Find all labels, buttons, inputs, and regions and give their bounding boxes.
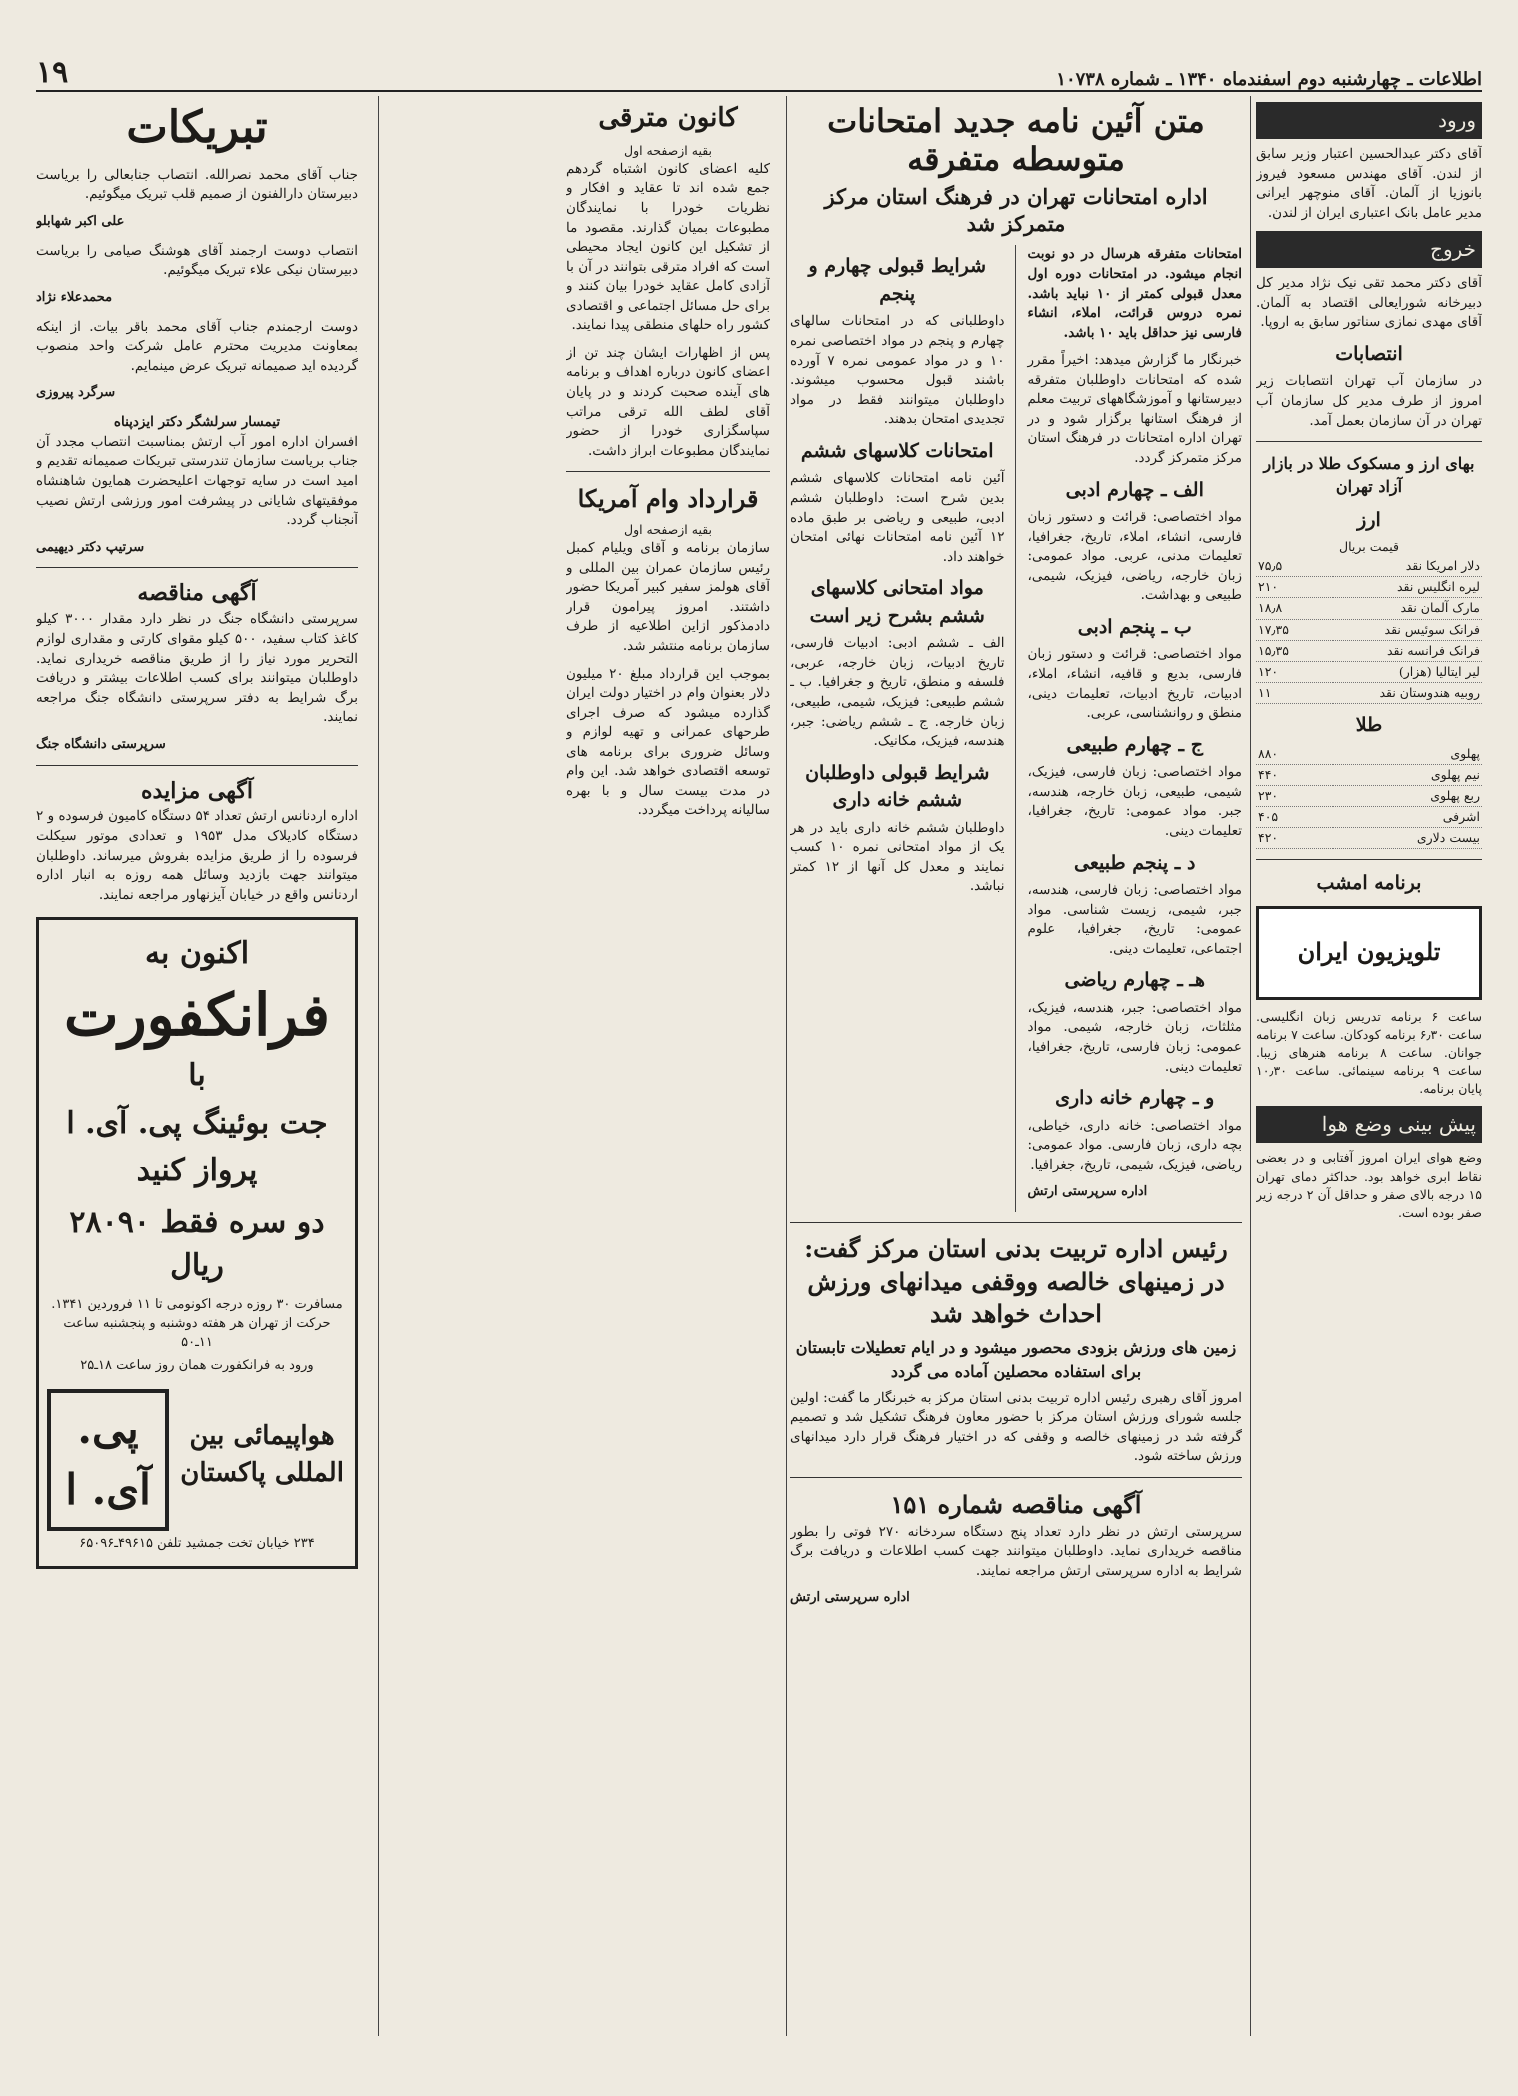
- section1-text: داوطلبانی که در امتحانات سالهای چهارم و پنجم در مواد اختصاصی نمره ۱۰ و در مواد عمومی نمره ۷ آورده باشند قبول محسوب میشوند. داوطلبان میتوانند فقط در مواد تجدیدی امتحان بدهند.: [790, 313, 1005, 428]
- sports-subheadline: زمین های ورزش بزودی محصور میشود و در ایام تعطیلات تابستان برای استفاده محصلین آماده می گردد: [795, 1338, 1237, 1381]
- kanoon-continued: بقیه ازصفحه اول: [623, 142, 713, 158]
- currency-value: ۲۱۰: [1256, 577, 1333, 598]
- gold-value: ۸۸۰: [1256, 744, 1333, 765]
- kanoon-text: کلیه اعضای کانون اشتباه گردهم جمع شده اند تا عقاید و افکار و نظریات خودرا با نمایندگان مطبوعات بمیان گذارند. مقصود ما از تشکیل این کانون ایجاد محیطی است که افراد مترقی بتوانند در آن با آزادی کامل عقاید خودرا بیان کنند و برای حل مسائل اجتماعی و اقتصادی کشور راه حلهای منطقی پیدا نمایند.: [566, 160, 770, 334]
- congrats-2: انتصاب دوست ارجمند آقای هوشنگ صیامی را بریاست دبیرستان نیکی علاء تبریک میگوئیم.: [36, 242, 358, 279]
- tender-title: آگهی مناقصه: [137, 580, 257, 607]
- column-rule: [786, 96, 787, 2036]
- auction-text: اداره اردنانس ارتش تعداد ۵۴ دستگاه کامیون فرسوده و ۲ دستگاه کادیلاک مدل ۱۹۵۳ و تعدادی موتور سیکلت فرسوده را از طریق مزایده بفروش میرساند. داوطلبان میتوانند جهت بازدید وسائل همه روزه به انبار اداره اردنانس واقع در خیابان آیزنهاور مراجعه نمایند.: [36, 808, 358, 903]
- congrats-title: تبریکات: [126, 102, 268, 153]
- congrats-3-signature: سرگرد پیروزی: [36, 385, 116, 401]
- ad-with: با: [188, 1058, 206, 1094]
- column-exams-main: [790, 96, 1242, 2096]
- ad-footer: [47, 1379, 347, 1531]
- gold-name: ربع پهلوی: [1333, 785, 1482, 806]
- tender151-signature: اداره سرپرستی ارتش: [790, 1590, 910, 1606]
- gold-value: ۴۲۰: [1256, 828, 1333, 849]
- section3-text: الف ـ ششم ادبی: ادبیات فارسی، تاریخ ادبیات، زبان خارجه، عربی، فلسفه و منطق، تاریخ و جغرافیا. ب ـ ششم طبیعی: فیزیک، شیمی، طبیعی، زبان خارجه. ج ـ ششم ریاضی: جبر، هندسه، فیزیک، مکانیک.: [790, 635, 1005, 750]
- divider: [566, 471, 770, 472]
- gold-name: اشرفی: [1333, 807, 1482, 828]
- tv-label: تلویزیون ایران: [1297, 937, 1441, 967]
- section1-title: شرایط قبولی چهارم و پنجم: [808, 255, 986, 305]
- currency-row: [1256, 661, 1482, 682]
- rates-title: بهای ارز و مسکوک طلا در بازار آزاد تهران: [1263, 454, 1475, 497]
- exams-signature: اداره سرپرستی ارتش: [1027, 1184, 1148, 1200]
- gold-row: [1256, 828, 1482, 849]
- currency-value: ۱۵٫۳۵: [1256, 640, 1333, 661]
- arrivals-text: آقای دکتر عبدالحسین اعتبار وزیر سابق از لندن. آقای مهندس مسعود فیروز بانوزیا از آلمان. آقای منوچهر ایرانی مدیر عامل بانک اعتباری ایران از لندن.: [1256, 146, 1482, 221]
- currency-name: لیر ایتالیا (هزار): [1333, 661, 1482, 682]
- kanoon-title: کانون مترقی: [598, 103, 738, 133]
- exams-body: خبرنگار ما گزارش میدهد: اخیراً مقرر شده که امتحانات داوطلبان متفرقه دبیرستانها و آموزشگاههای تربیت معلم از فرهنگ استانها برگزار شود و در تهران اداره امتحانات در فرهنگ استان مرکز متمرکز گردد.: [1027, 352, 1242, 466]
- departures-title: خروج: [1256, 231, 1482, 268]
- grade5-title: هـ ـ چهارم ریاضی: [1064, 969, 1205, 992]
- currency-name: لیره انگلیس نقد: [1333, 577, 1482, 598]
- tender-text: سرپرستی دانشگاه جنگ در نظر دارد مقدار ۳۰۰۰ کیلو کاغذ کتاب سفید، ۵۰۰ کیلو مقوای کارتی و مقداری لوازم التحریر مورد نیاز را از طریق مناقصه خریداری نماید. داوطلبان میتوانند برای کسب اطلاعات بیشتر و دریافت برگ شرایط به دفتر سرپرستی دانشگاه جنگ مراجعه نمایند.: [36, 611, 358, 726]
- ad-arrival: ورود به فرانکفورت همان روز ساعت ۱۸ـ۲۵: [80, 1357, 314, 1373]
- gold-row: [1256, 807, 1482, 828]
- currency-name: فرانک فرانسه نقد: [1333, 640, 1482, 661]
- loan-text: سازمان برنامه و آقای ویلیام کمبل رئیس سازمان عمران بین المللی و آقای هولمز سفیر کبیر آمریکا حضور داشتند. امروز پیرامون قرار دادمذکور ازاین اطلاعیه از طرف سازمان برنامه منتشر شد.: [566, 540, 770, 654]
- gold-value: ۲۳۰: [1256, 785, 1333, 806]
- congrats-4: افسران اداره امور آب ارتش بمناسبت انتصاب مجدد آن جناب بریاست سازمان تندرستی تبریکات صمیمانه تقدیم و امید است در سایه توجهات اعلیحضرت همایون شاهنشاه موفقیتهای شایانی در پیشرفت امور ورزشی ارتش نصیب آنجناب گردد.: [36, 433, 358, 529]
- kanoon-text-2: پس از اظهارات ایشان چند تن از اعضای کانون درباره اهداف و برنامه های آینده صحبت کردند و در پایان آقای لطف الله ترقی مراتب سپاسگزاری خودرا از حضور نمایندگان مطبوعات ابراز داشت.: [566, 344, 770, 459]
- currency-value: ۱۱: [1256, 682, 1333, 703]
- currency-unit: قیمت بریال: [1339, 539, 1399, 555]
- grade4-title: د ـ پنجم طبیعی: [1074, 851, 1196, 874]
- grade3-title: ج ـ چهارم طبیعی: [1066, 733, 1203, 756]
- masthead-line: اطلاعات ـ چهارشنبه دوم اسفندماه ۱۳۴۰ ـ شماره ۱۰۷۳۸: [1056, 69, 1482, 90]
- currency-value: ۱۷٫۳۵: [1256, 619, 1333, 640]
- currency-row: [1256, 682, 1482, 703]
- gold-name: پهلوی: [1333, 744, 1482, 765]
- congrats-4-title: تیمسار سرلشگر دکتر ایزدپناه: [113, 414, 281, 431]
- grade2-title: ب ـ پنجم ادبی: [1077, 615, 1192, 638]
- sports-headline: رئیس اداره تربیت بدنی استان مرکز گفت: در زمینهای خالصه ووقفی میدانهای ورزش احداث خواهد شد: [804, 1234, 1228, 1328]
- section3-title: مواد امتحانی کلاسهای ششم بشرح زیر است: [809, 577, 985, 627]
- exams-left: [790, 245, 1016, 1212]
- currency-row: [1256, 640, 1482, 661]
- congrats-3: دوست ارجمندم جناب آقای محمد باقر بیات. از اینکه بمعاونت مدیریت محترم عامل شرکت واحد منصوب گردیده اید صمیمانه تبریک عرض مینمایم.: [36, 318, 358, 374]
- gold-row: [1256, 764, 1482, 785]
- ad-address: ۲۳۴ خیابان تخت جمشید تلفن ۴۹۶۱۵ـ۶۵۰۹۶: [79, 1536, 315, 1552]
- tv-program: ساعت ۶ برنامه تدریس زبان انگلیسی. ساعت ۶٫۳۰ برنامه کودکان. ساعت ۷ برنامه جوانان. ساعت ۸ برنامه هنرهای زیبا. ساعت ۹ برنامه سینمائی. ساعت ۱۰٫۳۰ پایان برنامه.: [1256, 1008, 1482, 1097]
- section2-title: امتحانات کلاسهای ششم: [800, 439, 994, 462]
- auction-title: آگهی مزایده: [141, 777, 253, 804]
- appointments-title: انتصابات: [1335, 342, 1403, 365]
- arrivals-title: ورود: [1256, 102, 1482, 139]
- divider: [36, 567, 358, 568]
- ad-details: مسافرت ۳۰ روزه درجه اکونومی تا ۱۱ فروردین ۱۳۴۱. حرکت از تهران هر هفته دوشنبه و پنجشنبه ساعت ۱۱ـ۵۰: [51, 1296, 343, 1350]
- loan-continued: بقیه ازصفحه اول: [623, 522, 713, 538]
- column-rule: [1250, 96, 1251, 2036]
- currency-row: [1256, 556, 1482, 577]
- column-arrivals-rates: [1256, 96, 1482, 2036]
- gold-name: نیم پهلوی: [1333, 764, 1482, 785]
- appointments-text: در سازمان آب تهران انتصابات زیر امروز از طرف مدیر کل سازمان آب تهران در آن سازمان بعمل آمد.: [1256, 373, 1482, 429]
- currency-value: ۷۵٫۵: [1256, 556, 1333, 577]
- ad-price: دو سره فقط ۲۸۰۹۰ ریال: [69, 1204, 325, 1284]
- gold-name: بیست دلاری: [1333, 828, 1482, 849]
- gold-row: [1256, 785, 1482, 806]
- currency-title: ارز: [1357, 508, 1381, 531]
- currency-name: روبیه هندوستان نقد: [1333, 682, 1482, 703]
- sports-text: امروز آقای رهبری رئیس اداره تربیت بدنی استان مرکز به خبرنگار ما گفت: اولین جلسه شورای ورزش استان مرکز با حضور معاون فرهنگ تشکیل شد و تصمیم گرفته شد در زمینهای خالصه و وقفی که در اختیار فرهنگ قرار دارد میدانهای ورزش ساخته شود.: [790, 1389, 1242, 1465]
- weather-text: وضع هوای ایران امروز آفتابی و در بعضی نقاط ابری خواهد بود. حداکثر دمای تهران ۱۵ درجه بالای صفر و حداقل آن ۲ درجه زیر صفر بوده است.: [1256, 1150, 1482, 1220]
- currency-name: فرانک سوئیس نقد: [1333, 619, 1482, 640]
- loan-title: قرارداد وام آمریکا: [577, 484, 759, 514]
- loan-text-2: بموجب این قرارداد مبلغ ۲۰ میلیون دلار بعنوان وام در اختیار دولت ایران گذارده میشود که صرف اجرای طرحهای عمرانی و تهیه لوازم و وسائل ضروری برای برنامه های توسعه اقتصادی خواهد شد. این وام در مدت بیست سال و با بهره سالیانه پرداخت میگردد.: [566, 665, 770, 819]
- gold-title: طلا: [1355, 714, 1383, 737]
- column-rule: [378, 96, 379, 2036]
- congrats-1-signature: علی اکبر شهابلو: [36, 213, 125, 229]
- masthead: [36, 52, 1482, 92]
- congrats-1: جناب آقای محمد نصرالله. انتصاب جنابعالی را بریاست دبیرستان دارالفنون از صمیم قلب تبریک میگوئیم.: [36, 166, 358, 203]
- main-headline: متن آئین نامه جدید امتحانات متوسطه متفرقه: [827, 102, 1205, 179]
- divider: [1256, 859, 1482, 860]
- currency-name: مارک آلمان نقد: [1333, 598, 1482, 619]
- divider: [36, 765, 358, 766]
- ad-plane: جت بوئینگ پی. آی. ا: [66, 1105, 328, 1141]
- grade3-text: مواد اختصاصی: زبان فارسی، فیزیک، شیمی، طبیعی، زبان خارجه، هندسه، جبر. مواد عمومی: تاریخ، جغرافیا، تعلیمات دینی.: [1027, 764, 1242, 839]
- congrats-2-signature: محمدعلاء نژاد: [36, 289, 113, 305]
- gold-value: ۴۴۰: [1256, 764, 1333, 785]
- ad-airline: هواپیمائی بین المللی پاکستان: [180, 1420, 344, 1489]
- currency-name: دلار امریکا نقد: [1333, 556, 1482, 577]
- grade6-title: و ـ چهارم خانه داری: [1055, 1087, 1215, 1110]
- gold-table: [1256, 744, 1482, 850]
- tonight-title: برنامه امشب: [1316, 872, 1422, 895]
- grade1-text: مواد اختصاصی: قرائت و دستور زبان فارسی، انشاء، املاء، تاریخ، جغرافیا، تعلیمات مدنی، عربی. مواد عمومی: زبان خارجه، ریاضی، فیزیک، شیمی، طبیعی و بهداشت.: [1027, 509, 1242, 604]
- pia-advertisement: [36, 917, 358, 1569]
- sub-headline: اداره امتحانات تهران در فرهنگ استان مرکز متمرکز شد: [824, 183, 1208, 237]
- section4-title: شرایط قبولی داوطلبان ششم خانه داری: [805, 761, 990, 812]
- exams-two-col: [790, 245, 1242, 1212]
- section4-text: داوطلبان ششم خانه داری باید در هر یک از مواد امتحانی نمره ۱۰ کسب نمایند و معدل کل آنها از ۱۲ کمتر نباشد.: [790, 819, 1005, 895]
- page-number: ۱۹: [36, 55, 69, 90]
- currency-value: ۱۸٫۸: [1256, 598, 1333, 619]
- column-kanoon-loan: [566, 96, 770, 2036]
- divider: [790, 1222, 1242, 1223]
- currency-table: [1256, 556, 1482, 704]
- ad-city: فرانکفورت: [64, 980, 330, 1049]
- grade4-text: مواد اختصاصی: زبان فارسی، هندسه، جبر، شیمی، زیست شناسی. مواد عمومی: تاریخ، جغرافیا، علوم اجتماعی، تعلیمات دینی.: [1027, 882, 1242, 957]
- currency-row: [1256, 577, 1482, 598]
- divider: [790, 1477, 1242, 1478]
- weather-title: پیش بینی وضع هوا: [1256, 1106, 1482, 1143]
- departures-text: آقای دکتر محمد تقی نیک نژاد مدیر کل دبیرخانه شورایعالی اقتصاد به آلمان. آقای مهدی نمازی سناتور سابق به اروپا.: [1256, 275, 1482, 331]
- exams-intro: امتحانات متفرقه هرسال در دو نوبت انجام میشود. در امتحانات دوره اول معدل قبولی کمتر از ۱۰ نباید باشد. نمره دروس قرائت، املاء، انشاء فارسی نیز حداقل باید ۱۰ باشد.: [1027, 246, 1242, 341]
- gold-value: ۴۰۵: [1256, 807, 1333, 828]
- exams-right: [1028, 245, 1243, 1212]
- grade2-text: مواد اختصاصی: قرائت و دستور زبان فارسی، بدیع و قافیه، انشاء، املاء، ادبیات، تاریخ ادبیات، تعلیمات دینی، منطق و روانشناسی، عربی.: [1027, 646, 1242, 722]
- gold-row: [1256, 744, 1482, 765]
- tender151-text: سرپرستی ارتش در نظر دارد تعداد پنج دستگاه سردخانه ۲۷۰ فوتی را بطور مناقصه خریداری نماید. داوطلبان میتوانند جهت کسب اطلاعات و دریافت برگ شرایط به اداره سرپرستی ارتش مراجعه نمایند.: [790, 1523, 1242, 1579]
- divider: [1256, 441, 1482, 442]
- currency-row: [1256, 619, 1482, 640]
- section2-text: آئین نامه امتحانات کلاسهای ششم بدین شرح است: داوطلبان ششم ادبی، طبیعی و ریاضی بر طبق ماده ۱۲ آئین نامه امتحانات نهائی امتحان خواهند داد.: [790, 470, 1005, 565]
- pia-logo: پی. آی. ا: [47, 1389, 169, 1531]
- ad-now: اکنون به: [144, 936, 250, 972]
- congrats-4-signature: سرتیپ دکتر دیهیمی: [36, 539, 145, 555]
- ad-fly: پرواز کنید: [136, 1153, 258, 1189]
- column-congrats-ads: [36, 96, 358, 2036]
- tender151-title: آگهی مناقصه شماره ۱۵۱: [890, 1489, 1142, 1519]
- tender-signature: سرپرستی دانشگاه جنگ: [36, 736, 166, 752]
- tv-logo-box: [1256, 906, 1482, 1000]
- currency-value: ۱۲۰: [1256, 661, 1333, 682]
- grade6-text: مواد اختصاصی: خانه داری، خیاطی، بچه داری، زبان فارسی. مواد عمومی: ریاضی، فیزیک، شیمی، تاریخ، جغرافیا.: [1027, 1117, 1242, 1173]
- grade5-text: مواد اختصاصی: جبر، هندسه، فیزیک، مثلثات، زبان خارجه، شیمی. مواد عمومی: زبان فارسی، تاریخ، جغرافیا، تعلیمات دینی.: [1027, 999, 1242, 1075]
- grade1-title: الف ـ چهارم ادبی: [1065, 478, 1204, 501]
- currency-row: [1256, 598, 1482, 619]
